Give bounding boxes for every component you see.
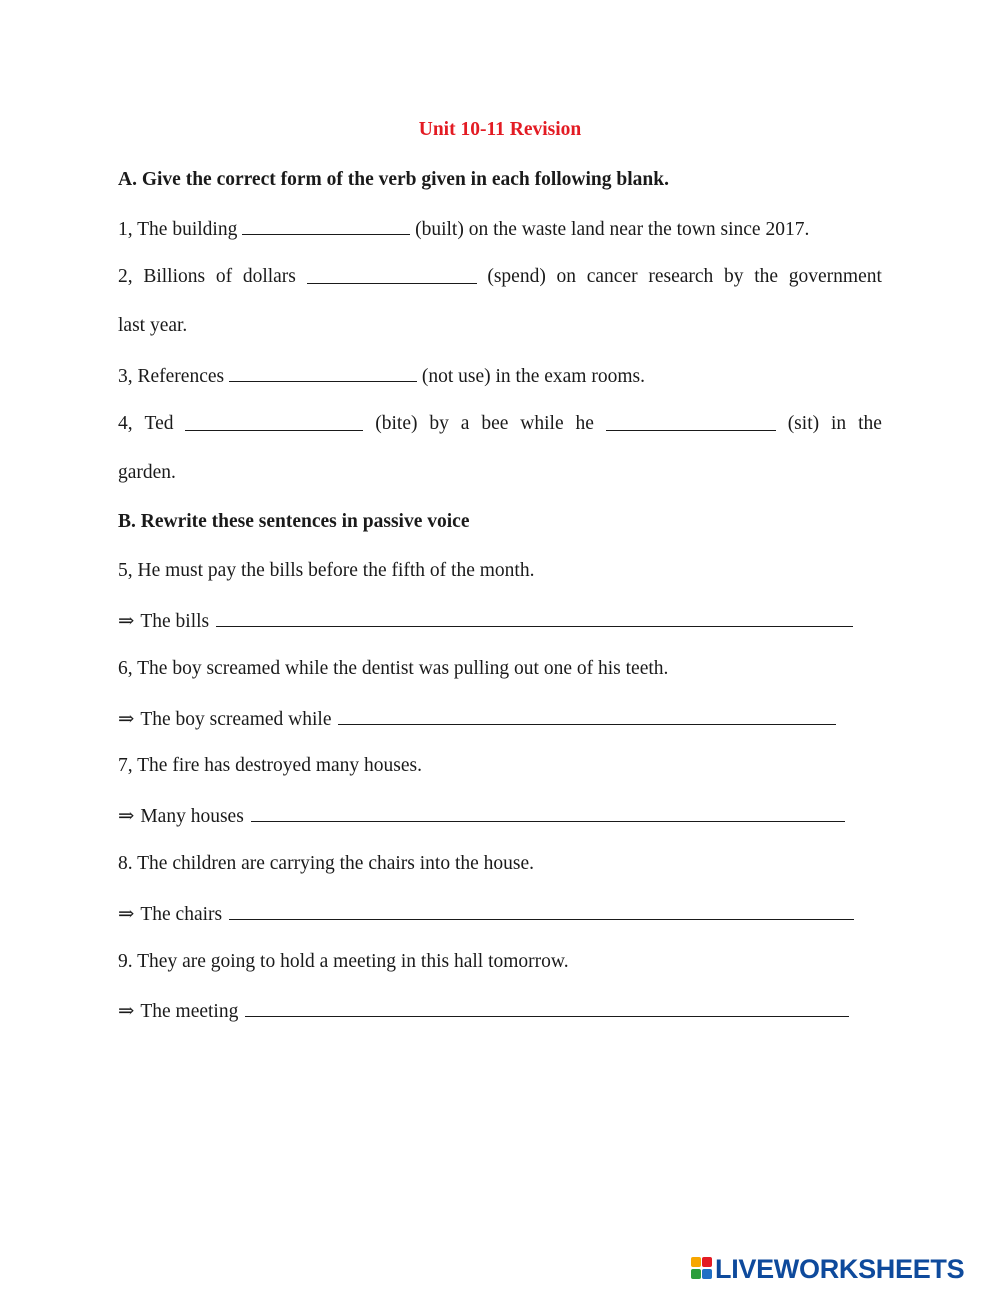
question-9-answer [118,998,882,1024]
arrow-icon: ⇒ [118,709,135,730]
question-2-word: research [648,266,714,287]
question-1-blank[interactable] [242,216,410,235]
liveworksheets-logo [691,1254,964,1284]
question-7-prompt: Many houses [140,806,244,827]
question-4-word: 4, [118,413,133,434]
question-9-sentence: 9. They are going to hold a meeting in this hall tomorrow. [118,951,569,972]
question-7-answer-blank[interactable] [251,803,845,822]
question-4-word: by [429,413,449,434]
section-a-heading: A. Give the correct form of the verb given in each following blank. [118,169,669,190]
logo-text: LIVEWORKSHEETS [715,1254,965,1284]
question-4-word: a [460,413,470,434]
question-4-continuation: garden. [118,462,176,483]
question-9-answer-blank[interactable] [245,998,849,1017]
question-8-prompt: The chairs [140,904,223,925]
question-2-word: 2, [118,266,133,287]
question-5-prompt: The bills [140,611,210,632]
question-3-end: (not use) in the exam rooms. [421,366,645,387]
arrow-icon: ⇒ [118,904,135,925]
question-9-prompt: The meeting [140,1001,239,1022]
question-2-word: of [215,266,233,287]
question-3-start: 3, References [118,366,225,387]
section-b-heading: B. Rewrite these sentences in passive voice [118,511,470,532]
question-4-word: Ted [144,413,174,434]
question-4-blank-2[interactable] [606,412,776,431]
question-4-word: in [831,413,847,434]
question-5-answer [118,608,882,634]
question-2 [118,265,882,289]
question-2-blank[interactable] [307,265,477,284]
question-7-sentence: 7, The fire has destroyed many houses. [118,755,422,776]
question-2-word: on [556,266,577,287]
arrow-icon: ⇒ [118,806,135,827]
question-2-word: the [754,266,779,287]
question-3-blank[interactable] [229,363,417,382]
question-5-answer-blank[interactable] [216,608,853,627]
question-5-sentence: 5, He must pay the bills before the fifth of the month. [118,560,535,581]
page-title: Unit 10-11 Revision [418,119,582,140]
question-6-answer-blank[interactable] [338,706,836,725]
question-1 [118,216,882,242]
question-4-hint: (bite) [375,413,418,434]
arrow-icon: ⇒ [118,611,135,632]
question-2-word: government [788,266,882,287]
question-6-answer [118,706,882,732]
question-1-start: 1, The building [118,219,238,240]
question-2-hint: (spend) [487,266,546,287]
question-3 [118,363,882,389]
question-4-blank-1[interactable] [185,412,363,431]
question-4-word: while [520,413,564,434]
question-6-prompt: The boy screamed while [140,709,332,730]
question-8-answer [118,901,882,927]
question-1-end: (built) on the waste land near the town since 2017. [415,219,810,240]
question-4 [118,412,882,436]
question-2-word: by [724,266,744,287]
question-2-continuation: last year. [118,315,188,336]
question-7-answer [118,803,882,829]
question-4-word: bee [481,413,509,434]
question-4-hint: (sit) [787,413,820,434]
blocks-icon [691,1257,713,1281]
question-2-word: cancer [586,266,638,287]
question-8-answer-blank[interactable] [229,901,854,920]
question-2-word: Billions [143,266,206,287]
arrow-icon: ⇒ [118,1001,135,1022]
question-2-word: dollars [242,266,296,287]
question-6-sentence: 6, The boy screamed while the dentist was pulling out one of his teeth. [118,658,669,679]
question-4-word: the [858,413,882,434]
question-8-sentence: 8. The children are carrying the chairs into the house. [118,853,535,874]
question-4-word: he [575,413,594,434]
